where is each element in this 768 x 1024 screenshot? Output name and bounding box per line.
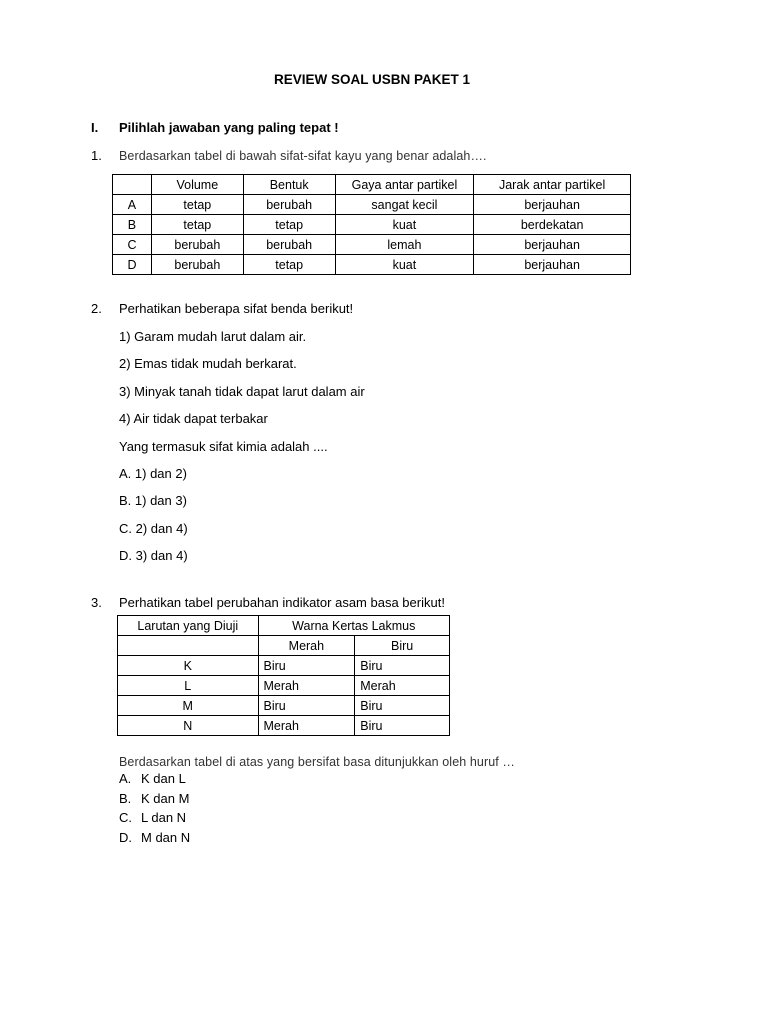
table-cell: K: [118, 656, 259, 676]
q2-option-b: B. 1) dan 3): [119, 493, 187, 508]
q2-statement: 3) Minyak tanah tidak dapat larut dalam air: [119, 384, 365, 399]
table-cell: Merah: [355, 676, 450, 696]
table-cell: berjauhan: [474, 195, 631, 215]
table-row: [118, 696, 450, 716]
table-cell: berdekatan: [474, 215, 631, 235]
q3-option-b-letter: B.: [119, 791, 132, 806]
table-cell: Biru: [258, 696, 355, 716]
q2-option-a: A. 1) dan 2): [119, 466, 187, 481]
table-cell: berjauhan: [474, 255, 631, 275]
table-cell: berubah: [151, 255, 243, 275]
table-cell: Biru: [355, 716, 450, 736]
q3-table: [117, 615, 450, 736]
table-header-cell: Volume: [151, 175, 243, 195]
q2-statement: 1) Garam mudah larut dalam air.: [119, 329, 307, 344]
table-cell: Biru: [355, 696, 450, 716]
table-cell: B: [113, 215, 152, 235]
q3-option-d-letter: D.: [119, 830, 132, 845]
table-cell: N: [118, 716, 259, 736]
q1-number: 1.: [91, 148, 102, 163]
q2-question: Yang termasuk sifat kimia adalah ....: [119, 439, 328, 454]
table-cell: berubah: [243, 195, 335, 215]
q1-text: Berdasarkan tabel di bawah sifat-sifat kayu yang benar adalah….: [119, 149, 487, 163]
table-header-cell: Bentuk: [243, 175, 335, 195]
q2-text: Perhatikan beberapa sifat benda berikut!: [119, 301, 354, 316]
q2-number: 2.: [91, 301, 102, 316]
table-row: [118, 656, 450, 676]
table-subheader-row: [118, 636, 450, 656]
q3-number: 3.: [91, 595, 102, 610]
table-row: [113, 255, 631, 275]
q2-option-d: D. 3) dan 4): [119, 548, 188, 563]
table-cell: D: [113, 255, 152, 275]
q2-statement: 2) Emas tidak mudah berkarat.: [119, 356, 297, 371]
table-cell: C: [113, 235, 152, 255]
table-header-cell: Larutan yang Diuji: [118, 616, 259, 636]
table-cell: Biru: [355, 656, 450, 676]
table-cell: berubah: [151, 235, 243, 255]
table-cell: Merah: [258, 676, 355, 696]
table-cell: tetap: [243, 215, 335, 235]
table-cell: berubah: [243, 235, 335, 255]
q3-option-c-letter: C.: [119, 810, 132, 825]
q1-table: [112, 174, 631, 275]
table-header-row: [113, 175, 631, 195]
q3-option-c-text: L dan N: [141, 810, 187, 825]
q3-option-b-text: K dan M: [141, 791, 190, 806]
table-row: [113, 235, 631, 255]
table-header-cell: Merah: [258, 636, 355, 656]
q3-option-a-text: K dan L: [141, 771, 186, 786]
table-row: [113, 195, 631, 215]
table-header-cell: Gaya antar partikel: [335, 175, 474, 195]
table-cell: berjauhan: [474, 235, 631, 255]
table-cell: tetap: [151, 195, 243, 215]
table-cell: kuat: [335, 255, 474, 275]
q3-question: Berdasarkan tabel di atas yang bersifat basa ditunjukkan oleh huruf …: [119, 755, 516, 769]
table-cell: lemah: [335, 235, 474, 255]
table-cell: M: [118, 696, 259, 716]
table-header-cell: [118, 636, 259, 656]
table-row: [118, 676, 450, 696]
table-header-cell: [113, 175, 152, 195]
page-title: REVIEW SOAL USBN PAKET 1: [274, 72, 471, 87]
table-cell: tetap: [151, 215, 243, 235]
table-header-cell: Jarak antar partikel: [474, 175, 631, 195]
table-cell: Merah: [258, 716, 355, 736]
table-header-row: [118, 616, 450, 636]
table-row: [118, 716, 450, 736]
table-cell: Biru: [258, 656, 355, 676]
q3-option-a-letter: A.: [119, 771, 132, 786]
table-row: [113, 215, 631, 235]
table-cell: L: [118, 676, 259, 696]
table-cell: A: [113, 195, 152, 215]
q2-statement: 4) Air tidak dapat terbakar: [119, 411, 268, 426]
section-instruction: Pilihlah jawaban yang paling tepat !: [119, 120, 339, 135]
section-number: I.: [91, 120, 99, 135]
q2-option-c: C. 2) dan 4): [119, 521, 188, 536]
table-cell: kuat: [335, 215, 474, 235]
q3-text: Perhatikan tabel perubahan indikator asam basa berikut!: [119, 595, 445, 610]
q3-option-d-text: M dan N: [141, 830, 191, 845]
table-header-cell: Warna Kertas Lakmus: [258, 616, 449, 636]
table-header-cell: Biru: [355, 636, 450, 656]
table-cell: tetap: [243, 255, 335, 275]
table-cell: sangat kecil: [335, 195, 474, 215]
